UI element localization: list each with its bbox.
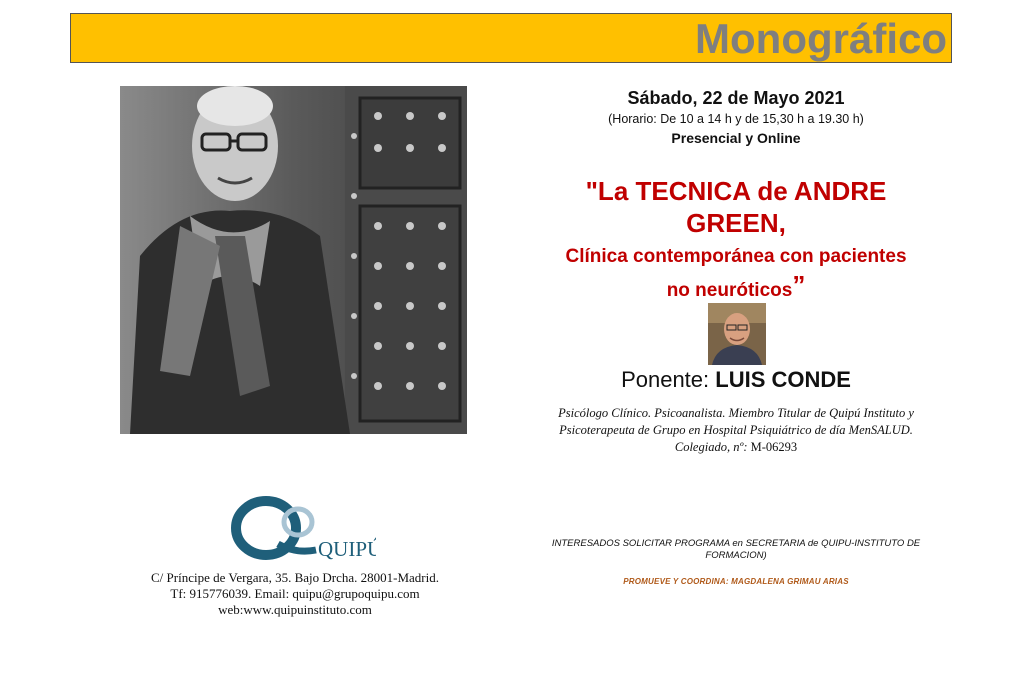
- talk-subtitle-line-2: no neuróticos: [666, 280, 793, 301]
- program-request-note: [538, 538, 934, 562]
- speaker-prefix: Ponente:: [621, 367, 716, 392]
- speaker-name: LUIS CONDE: [715, 367, 851, 392]
- title-banner: [70, 13, 952, 63]
- talk-title: [540, 175, 932, 239]
- talk-title-line-2: GREEN,: [686, 208, 786, 238]
- program-request-line-1: INTERESADOS SOLICITAR PROGRAMA en SECRETARIA de QUIPU-INSTITUTO DE: [551, 538, 921, 549]
- address-web[interactable]: web:www.quipuinstituto.com: [218, 602, 372, 617]
- speaker-photo: [708, 303, 766, 365]
- promoter-credit: PROMUEVE Y COORDINA: MAGDALENA GRIMAU ARIAS: [623, 577, 849, 586]
- institute-address: [100, 570, 490, 618]
- event-mode: Presencial y Online: [671, 130, 801, 146]
- speaker-bio: [510, 405, 962, 456]
- closing-quote: ”: [792, 270, 806, 300]
- speaker-bio-line-2: Psicoterapeuta de Grupo en Hospital Psiquiátrico de día MenSALUD.: [559, 423, 913, 437]
- talk-title-line-1: "La TECNICA de ANDRE: [585, 176, 887, 206]
- speaker-bio-line-1: Psicólogo Clínico. Psicoanalista. Miembro Titular de Quipú Instituto y: [558, 406, 914, 420]
- talk-subtitle: [510, 243, 962, 305]
- address-contact: Tf: 915776039. Email: quipu@grupoquipu.com: [170, 586, 420, 601]
- speaker-registration-number: M-06293: [747, 440, 798, 454]
- program-request-line-2: FORMACION): [705, 550, 767, 561]
- speaker-registration-label: Colegiado, nº:: [674, 440, 748, 454]
- quipu-logo: [226, 492, 376, 568]
- event-date: Sábado, 22 de Mayo 2021: [627, 88, 845, 108]
- speaker-line: [510, 367, 962, 393]
- banner-title: Monográfico: [695, 15, 947, 62]
- talk-subtitle-line-1: Clínica contemporánea con pacientes: [565, 246, 907, 267]
- andre-green-portrait-photo: [120, 86, 467, 434]
- logo-text: QUIPÚ: [318, 537, 376, 561]
- event-schedule: (Horario: De 10 a 14 h y de 15,30 h a 19.30 h): [608, 112, 864, 126]
- address-street: C/ Príncipe de Vergara, 35. Bajo Drcha. 28001-Madrid.: [151, 570, 439, 585]
